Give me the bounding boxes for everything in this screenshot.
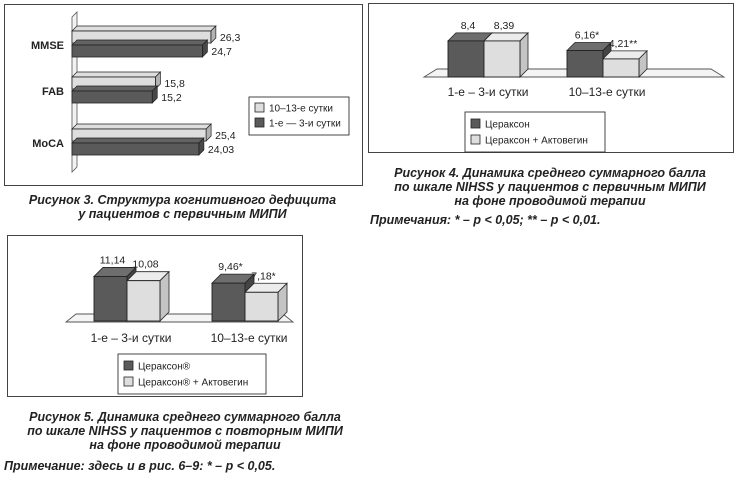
- fig5-legend-label: Цераксон® + Актовегин: [138, 377, 249, 389]
- figure4-chart: [369, 4, 733, 152]
- figure3-bar-top: [72, 72, 160, 77]
- fig5-legend-swatch: [124, 361, 133, 370]
- figure3-legend-swatch: [255, 103, 264, 112]
- figure3-legend-swatch: [255, 118, 264, 127]
- fig4-data-label: 8,4: [460, 19, 476, 32]
- figure4-note: Примечания: * – p < 0,05; ** – p < 0,01.: [370, 213, 601, 227]
- fig5-category-label: 1-е – 3-и сутки: [90, 331, 172, 345]
- fig5-legend-swatch: [124, 377, 133, 386]
- fig5-bar: [212, 283, 245, 321]
- fig4-data-label: 8,39: [493, 19, 515, 32]
- figure3-bar-top: [72, 40, 207, 45]
- figure3-legend-label: 1-е — 3-и сутки: [269, 118, 341, 130]
- fig5-bar-side: [160, 272, 169, 321]
- figure5-caption: [0, 410, 370, 452]
- figure3-data-label: 15,8: [164, 78, 185, 90]
- figure3-bar-top: [72, 86, 157, 91]
- figure3-caption-line: Рисунок 3. Структура когнитивного дефицита: [28, 193, 337, 207]
- figure4-caption-line: Рисунок 4. Динамика среднего суммарного балла: [394, 166, 706, 180]
- figure3-bar-top: [72, 26, 216, 31]
- fig5-data-label: 9,46*: [218, 261, 243, 274]
- fig5-legend-label: Цераксон®: [138, 361, 191, 373]
- figure5-panel: [7, 235, 303, 397]
- fig4-bar: [448, 41, 484, 77]
- fig5-data-label: 10,08: [132, 258, 159, 271]
- figure3-panel: [4, 4, 363, 186]
- figure3-data-label: 25,4: [215, 130, 236, 142]
- figure4-panel: [368, 3, 734, 153]
- fig4-legend-label: Цераксон + Актовегин: [485, 135, 588, 147]
- fig5-data-label: 7,18*: [251, 270, 276, 283]
- fig4-legend-swatch: [471, 119, 480, 128]
- figure5-note: Примечание: здесь и в рис. 6–9: * – p < 0,05.: [4, 459, 276, 473]
- figure3-category-label: MMSE: [31, 40, 64, 52]
- figure3-chart: [5, 5, 362, 185]
- figure3-bar: [72, 91, 152, 103]
- figure5-caption-line: на фоне проводимой терапии: [89, 438, 281, 452]
- figure3-data-label: 24,03: [207, 144, 235, 156]
- fig5-bar: [127, 281, 160, 321]
- figure3-bar: [72, 45, 202, 57]
- figure4-caption-line: на фоне проводимой терапии: [454, 194, 646, 208]
- figure3-data-label: 26,3: [219, 32, 241, 44]
- fig4-bar: [603, 59, 639, 77]
- fig4-data-label: 4,21**: [608, 37, 638, 50]
- fig5-data-label: 11,14: [99, 254, 126, 267]
- fig5-bar: [245, 292, 278, 321]
- fig4-legend-label: Цераксон: [485, 119, 530, 131]
- figure3-data-label: 24,7: [211, 46, 232, 58]
- figure4-caption: [368, 166, 732, 208]
- figure3-category-label: MoCA: [32, 138, 64, 150]
- fig4-bar: [484, 41, 520, 77]
- figure3-caption: [4, 193, 361, 221]
- figure3-bar-top: [72, 138, 204, 143]
- figure3-data-label: 15,2: [161, 92, 182, 104]
- figure4-caption-line: по шкале NIHSS у пациентов с первичным МИПИ: [394, 180, 706, 194]
- figure5-chart: [8, 236, 302, 396]
- figure3-legend-label: 10–13-е сутки: [269, 103, 334, 115]
- fig4-category-label: 10–13-е сутки: [568, 85, 646, 99]
- figure3-bar: [72, 143, 199, 155]
- figure3-category-label: FAB: [42, 86, 64, 98]
- figure3-bar-top: [72, 124, 211, 129]
- fig5-bar: [94, 276, 127, 321]
- fig4-bar: [567, 51, 603, 77]
- fig4-category-label: 1-е – 3-и сутки: [447, 85, 529, 99]
- figure5-caption-line: по шкале NIHSS у пациентов с повторным МИПИ: [27, 424, 343, 438]
- fig5-category-label: 10–13-е сутки: [210, 331, 288, 345]
- fig4-legend-swatch: [471, 135, 480, 144]
- fig4-data-label: 6,16*: [574, 29, 600, 42]
- figure3-caption-line: у пациентов с первичным МИПИ: [78, 207, 287, 221]
- figure5-caption-line: Рисунок 5. Динамика среднего суммарного балла: [29, 410, 341, 424]
- fig4-bar-side: [520, 33, 528, 77]
